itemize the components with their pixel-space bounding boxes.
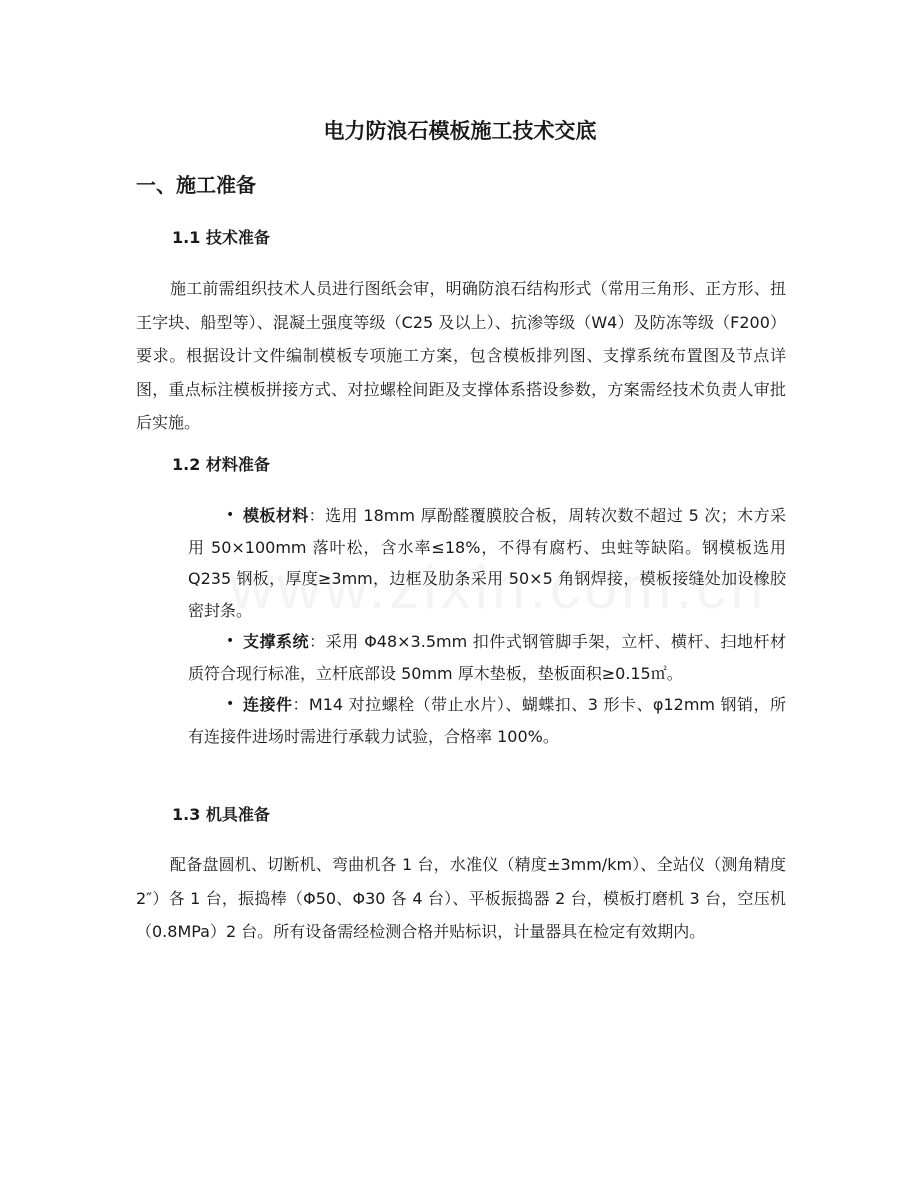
subsection-heading-material-prep: 1.2 材料准备 — [172, 455, 270, 474]
section-heading-construction-prep: 一、施工准备 — [136, 173, 256, 197]
technical-prep-paragraph: 施工前需组织技术人员进行图纸会审，明确防浪石结构形式（常用三角形、正方形、扭王字块、船型等）、混凝土强度等级（C25 及以上）、抗渗等级（W4）及防冻等级（F200）要求。根据设计文件编制模板专项施工方案，包含模板排列图、支撑系统布置图及节点详图，重点标注模板拼接方式、对拉螺栓间距及支撑体系搭设参数，方案需经技术负责人审批后实施。 — [136, 279, 786, 432]
list-item-formwork-material — [188, 500, 786, 626]
document-title: 电力防浪石模板施工技术交底 — [323, 119, 597, 143]
bullet-dot-icon: • — [226, 507, 235, 523]
list-item-connectors — [188, 689, 786, 752]
item-text: ：选用 18mm 厚酚醛覆膜胶合板，周转次数不超过 5 次；木方采用 50×100mm 落叶松，含水率≤18%，不得有腐朽、虫蛀等缺陷。钢模板选用 Q235 钢板，厚度≥3mm，边框及肋条采用 50×5 角钢焊接，模板接缝处加设橡胶密封条。 — [188, 506, 786, 620]
list-item-support-system — [188, 626, 786, 689]
subsection-heading-equipment-prep: 1.3 机具准备 — [172, 805, 270, 824]
material-list — [188, 500, 786, 752]
bullet-dot-icon: • — [226, 633, 235, 649]
equipment-prep-paragraph: 配备盘圆机、切断机、弯曲机各 1 台，水准仪（精度±3mm/km）、全站仪（测角精度 2″）各 1 台，振捣棒（Φ50、Φ30 各 4 台）、平板振捣器 2 台，模板打磨机 3 台，空压机（0.8MPa）2 台。所有设备需经检测合格并贴标识，计量器具在检定有效期内。 — [136, 855, 786, 941]
bullet-dot-icon: • — [226, 696, 235, 712]
item-term: 模板材料 — [243, 506, 309, 525]
item-term: 连接件 — [243, 695, 293, 714]
item-term: 支撑系统 — [243, 632, 310, 651]
item-text: ：M14 对拉螺栓（带止水片）、蝴蝶扣、3 形卡、φ12mm 钢销，所有连接件进场时需进行承载力试验，合格率 100%。 — [188, 695, 786, 746]
item-text: ：采用 Φ48×3.5mm 扣件式钢管脚手架，立杆、横杆、扫地杆材质符合现行标准，立杆底部设 50mm 厚木垫板，垫板面积≥0.15㎡。 — [188, 632, 786, 683]
subsection-heading-technical-prep: 1.1 技术准备 — [172, 228, 270, 247]
